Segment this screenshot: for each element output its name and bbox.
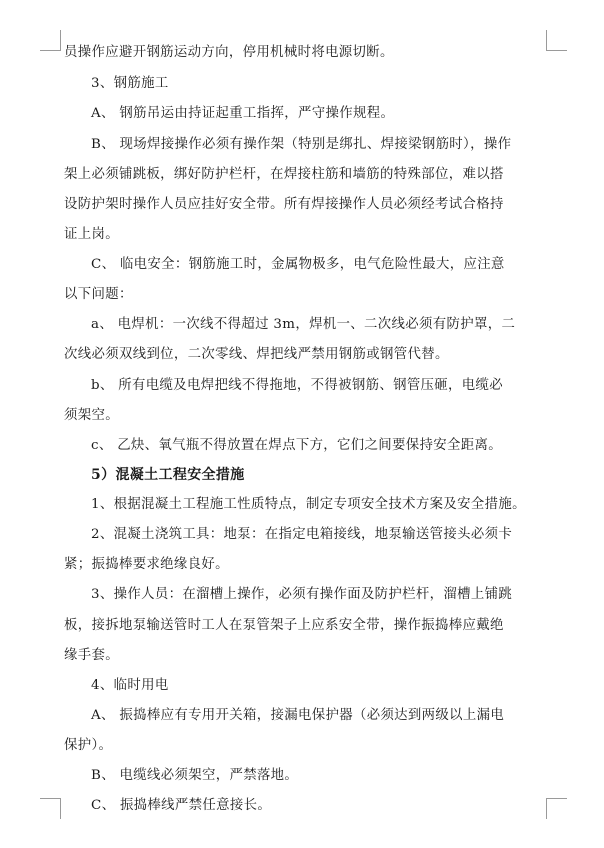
text-line: 紧；振捣棒要求绝缘良好。	[64, 557, 229, 572]
section-heading: 5）混凝土工程安全措施	[91, 467, 245, 483]
section-title: 4、临时用电	[91, 678, 169, 693]
text-line: A、 钢筋吊运由持证起重工指挥，严守操作规程。	[91, 106, 395, 121]
text-line: B、 电缆线必须架空，严禁落地。	[91, 768, 299, 783]
text-line: 员操作应避开钢筋运动方向，停用机械时将电源切断。	[64, 45, 394, 60]
crop-mark-top-left	[40, 30, 61, 51]
text-line: 设防护架时操作人员应挂好安全带。所有焊接操作人员必须经考试合格持	[64, 197, 504, 212]
text-line: 证上岗。	[64, 227, 119, 242]
text-line: 须架空。	[64, 408, 119, 423]
text-line: 以下问题：	[64, 287, 133, 302]
text-line: 架上必须铺跳板，绑好防护栏杆，在焊接柱筋和墙筋的特殊部位，难以搭	[64, 167, 504, 182]
text-line: C、 振捣棒线严禁任意接长。	[91, 798, 272, 813]
crop-mark-top-right	[546, 30, 567, 51]
text-line: A、 振捣棒应有专用开关箱，接漏电保护器（必须达到两级以上漏电	[91, 708, 505, 723]
text-line: 保护）。	[64, 738, 113, 753]
text-line: b、 所有电缆及电焊把线不得拖地，不得被钢筋、钢管压砸，电缆必	[91, 378, 504, 393]
text-line: c、 乙炔、氧气瓶不得放置在焊点下方，它们之间要保持安全距离。	[91, 438, 502, 453]
crop-mark-bottom-left	[40, 798, 61, 819]
text-line: B、 现场焊接操作必须有操作架（特别是绑扎、焊接梁钢筋时），操作	[91, 137, 512, 152]
text-line: a、 电焊机：一次线不得超过 3m，焊机一、二次线必须有防护罩，二	[91, 317, 516, 332]
text-line: 3、操作人员：在溜槽上操作，必须有操作面及防护栏杆，溜槽上铺跳	[91, 587, 513, 602]
text-line: 1、根据混凝土工程施工性质特点，制定专项安全技术方案及安全措施。	[91, 497, 526, 512]
text-line: 缘手套。	[64, 648, 119, 663]
text-line: 次线必须双线到位，二次零线、焊把线严禁用钢筋或钢管代替。	[64, 347, 449, 362]
section-title: 3、钢筋施工	[91, 76, 169, 91]
text-line: 板，接拆地泵输送管时工人在泵管架子上应系安全带，操作振捣棒应戴绝	[64, 618, 504, 633]
text-line: C、 临电安全：钢筋施工时，金属物极多，电气危险性最大，应注意	[91, 257, 505, 272]
text-line: 2、混凝土浇筑工具：地泵：在指定电箱接线，地泵输送管接头必须卡	[91, 527, 513, 542]
crop-mark-bottom-right	[546, 798, 567, 819]
